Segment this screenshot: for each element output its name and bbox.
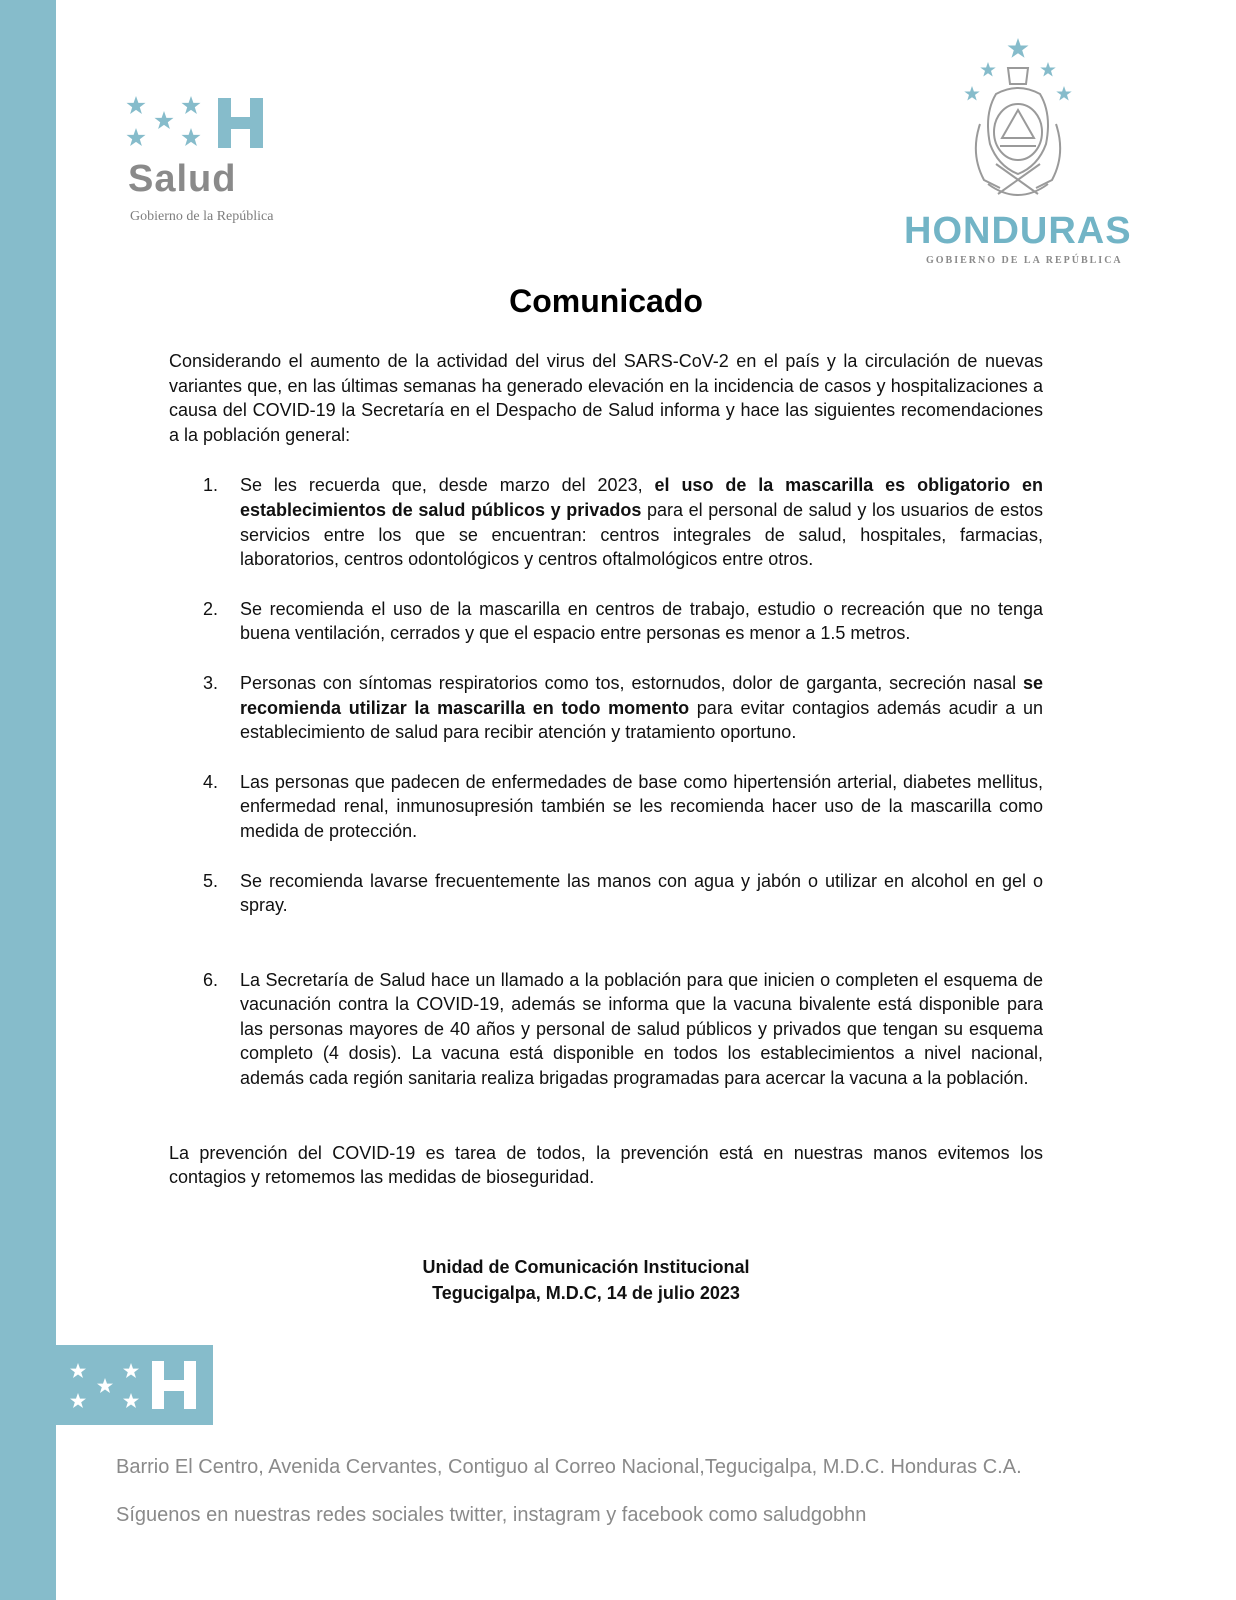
- signature-block: [169, 1254, 1043, 1306]
- honduras-logo: [900, 34, 1150, 274]
- list-item-number: 1.: [203, 475, 219, 496]
- list-item: [169, 671, 1043, 745]
- closing-paragraph: La prevención del COVID-19 es tarea de todos, la prevención está en nuestras manos evitemos los contagios y retomemos las medidas de bioseguridad.: [169, 1142, 1043, 1188]
- footer-address: Barrio El Centro, Avenida Cervantes, Contiguo al Correo Nacional,Tegucigalpa, M.D.C. Honduras C.A.: [116, 1456, 1022, 1478]
- list-item-text: Las personas que padecen de enfermedades de base como hipertensión arterial, diabetes mellitus, enfermedad renal, inmunosupresión también se les recomienda hacer uso de la mascarilla como medida de protección.: [240, 771, 1043, 841]
- list-item: [169, 968, 1043, 1091]
- honduras-logo-name: HONDURAS: [904, 210, 1132, 252]
- honduras-logo-subtitle: GOBIERNO DE LA REPÚBLICA: [926, 255, 1123, 266]
- list-item-text: para el personal de salud y los usuarios de estos servicios entre los que se encuentran: centros integrales de salud, hospitales, farmacias, laboratorios, centros odontológicos y centros oftalmológicos entre otros.: [240, 499, 1043, 570]
- list-item-bold-text: se recomienda utilizar la mascarilla en todo momento: [240, 672, 1043, 718]
- recommendations-list: [169, 473, 1043, 1090]
- list-item-text: Se recomienda el uso de la mascarilla en centros de trabajo, estudio o recreación que no tenga buena ventilación, cerrados y que el espacio entre personas es menor a 1.5 metros.: [240, 598, 1043, 644]
- left-color-band: [0, 0, 56, 1600]
- salud-logo-subtitle: Gobierno de la República: [130, 209, 274, 224]
- list-item-number: 3.: [203, 672, 219, 693]
- signature-place-date: Tegucigalpa, M.D.C, 14 de julio 2023: [432, 1282, 740, 1303]
- stars-h-icon: [56, 1345, 213, 1425]
- salud-logo-name: Salud: [128, 158, 237, 200]
- list-item-bold-text: el uso de la mascarilla es obligatorio en establecimientos de salud públicos y privados: [240, 475, 1044, 520]
- intro-paragraph: Considerando el aumento de la actividad del virus del SARS-CoV-2 en el país y la circulación de nuevas variantes que, en las últimas semanas ha generado elevación en la incidencia de casos y hospitalizaciones a causa del COVID-19 la Secretaría en el Despacho de Salud informa y hace las siguientes recomendaciones a la población general:: [169, 351, 1043, 445]
- list-item-text: La Secretaría de Salud hace un llamado a la población para que inicien o completen el esquema de vacunación contra la COVID-19, además se informa que la vacuna bivalente está disponible para las personas mayores de 40 años y personal de salud públicos y privados que tengan su esquema completo (4 dosis). La vacuna está disponible en todos los establecimientos a nivel nacional, además cada región sanitaria realiza brigadas programadas para acercar la vacuna a la población.: [240, 969, 1043, 1089]
- signature-unit: Unidad de Comunicación Institucional: [422, 1256, 750, 1277]
- list-item: [169, 869, 1043, 918]
- list-item: [169, 770, 1043, 844]
- list-item-number: 6.: [203, 969, 219, 990]
- list-item-number: 5.: [203, 870, 219, 891]
- salud-logo: [126, 96, 326, 236]
- document-title: Comunicado: [509, 283, 703, 319]
- stars-h-icon: [126, 96, 266, 152]
- footer-logo: [56, 1345, 213, 1425]
- list-item-number: 2.: [203, 598, 219, 619]
- list-item-text: Se les recuerda que, desde marzo del 2023,: [240, 475, 655, 496]
- coat-of-arms-icon: [900, 34, 1150, 214]
- list-item-number: 4.: [203, 771, 219, 792]
- list-item-text: Personas con síntomas respiratorios como tos, estornudos, dolor de garganta, secreción nasal: [240, 672, 1023, 693]
- list-item-text: Se recomienda lavarse frecuentemente las manos con agua y jabón o utilizar en alcohol en gel o spray.: [240, 870, 1043, 916]
- list-item-text: para evitar contagios además acudir a un establecimiento de salud para recibir atención y tratamiento oportuno.: [240, 697, 1043, 743]
- document-body: [169, 349, 1043, 1306]
- list-item: [169, 597, 1043, 646]
- footer-social: Síguenos en nuestras redes sociales twitter, instagram y facebook como saludgobhn: [116, 1504, 867, 1526]
- list-item: [169, 473, 1043, 571]
